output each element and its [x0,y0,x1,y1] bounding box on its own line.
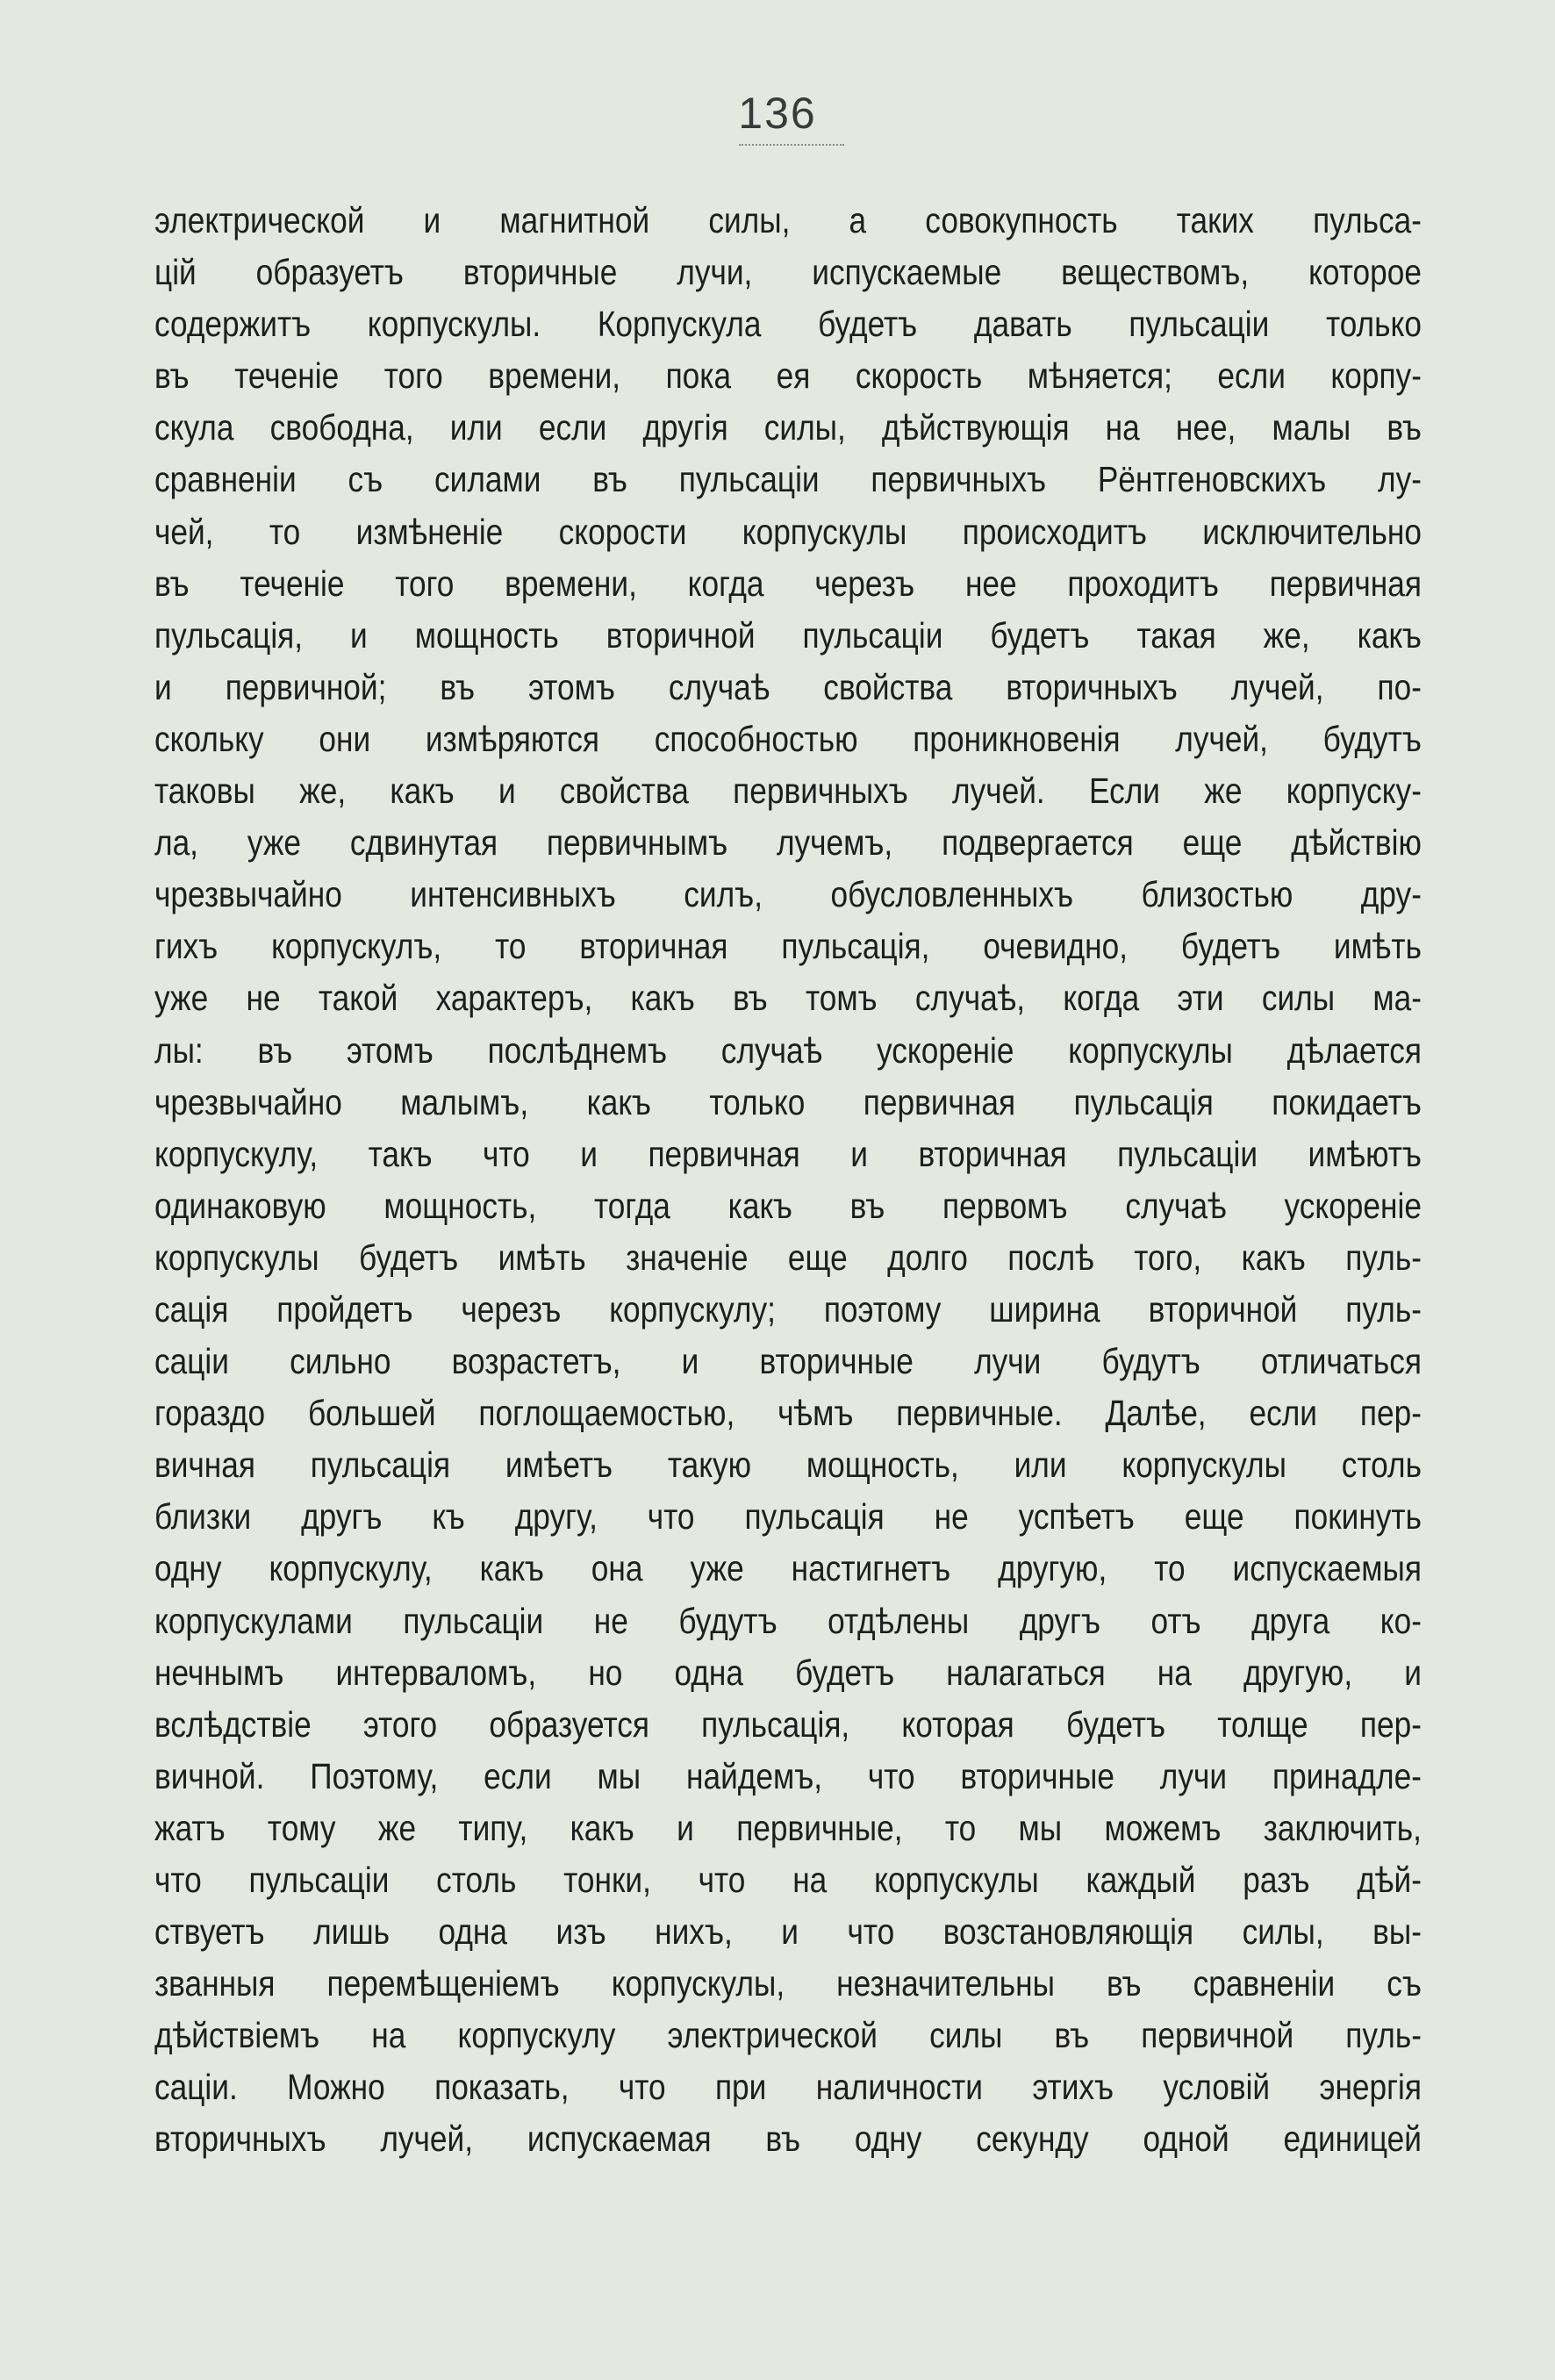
text-line: близки другъ къ другу, что пульсація не успѣетъ еще покинуть [154,1496,1422,1538]
page-number-rule [739,144,844,146]
text-line: одинаковую мощность, тогда какъ въ первомъ случаѣ ускореніе [154,1185,1422,1226]
text-line: лы: въ этомъ послѣднемъ случаѣ ускореніе корпускулы дѣлается [154,1029,1422,1071]
text-line: вичной. Поэтому, если мы найдемъ, что вторичные лучи принадле- [154,1755,1422,1796]
text-line: содержитъ корпускулы. Корпускула будетъ давать пульсаціи только [154,304,1422,345]
text-line: скольку они измѣряются способностью проникновенія лучей, будутъ [154,718,1422,759]
text-line: въ теченіе того времени, когда черезъ нее проходитъ первичная [154,563,1422,604]
text-line: корпускулы будетъ имѣть значеніе еще долго послѣ того, какъ пуль- [154,1237,1422,1278]
body-text [154,195,1422,2166]
text-line: сравненіи съ силами въ пульсаціи первичныхъ Рёнтгеновскихъ лу- [154,459,1422,500]
page-number: 136 [738,89,817,138]
text-line: корпускулу, такъ что и первичная и вторичная пульсаціи имѣютъ [154,1133,1422,1174]
text-line: сація пройдетъ черезъ корпускулу; поэтому ширина вторичной пуль- [154,1288,1422,1330]
text-line: таковы же, какъ и свойства первичныхъ лучей. Если же корпуску- [154,771,1422,812]
text-line: скула свободна, или если другія силы, дѣйствующія на нее, малы въ [154,407,1422,448]
text-line: въ теченіе того времени, пока ея скорость мѣняется; если корпу- [154,355,1422,397]
text-line: дѣйствіемъ на корпускулу электрической силы въ первичной пуль- [154,2015,1422,2056]
text-line: что пульсаціи столь тонки, что на корпускулы каждый разъ дѣй- [154,1860,1422,1900]
text-line: ствуетъ лишь одна изъ нихъ, и что возстановляющія силы, вы- [154,1911,1422,1953]
text-line: вичная пульсація имѣетъ такую мощность, или корпускулы столь [154,1444,1422,1486]
text-line: одну корпускулу, какъ она уже настигнетъ другую, то испускаемыя [154,1548,1422,1589]
text-line: гораздо большей поглощаемостью, чѣмъ первичные. Далѣе, если пер- [154,1393,1422,1434]
text-line: пульсація, и мощность вторичной пульсаціи будетъ такая же, какъ [154,614,1422,656]
text-line: уже не такой характеръ, какъ въ томъ случаѣ, когда эти силы ма- [154,978,1422,1019]
text-line: цій образуетъ вторичные лучи, испускаемые веществомъ, которое [154,252,1422,293]
text-line: ла, уже сдвинутая первичнымъ лучемъ, подвергается еще дѣйствію [154,822,1422,864]
text-line: чрезвычайно интенсивныхъ силъ, обусловленныхъ близостью дру- [154,874,1422,915]
text-line: и первичной; въ этомъ случаѣ свойства вторичныхъ лучей, по- [154,666,1422,707]
text-line: саціи. Можно показать, что при наличности этихъ условій энергія [154,2067,1422,2108]
text-line: электрической и магнитной силы, а совокупность таких пульса- [154,200,1422,240]
text-line: саціи сильно возрастетъ, и вторичные лучи будутъ отличаться [154,1341,1422,1382]
text-line: вторичныхъ лучей, испускаемая въ одну секунду одной единицей [154,2118,1422,2160]
text-line: гихъ корпускулъ, то вторичная пульсація, очевидно, будетъ имѣть [154,926,1422,967]
text-line: жатъ тому же типу, какъ и первичные, то мы можемъ заключить, [154,1807,1422,1848]
text-line: нечнымъ интерваломъ, но одна будетъ налагаться на другую, и [154,1652,1422,1693]
text-line: чей, то измѣненіе скорости корпускулы происходитъ исключительно [154,511,1422,552]
text-line: вслѣдствіе этого образуется пульсація, которая будетъ толще пер- [154,1703,1422,1745]
text-line: званныя перемѣщеніемъ корпускулы, незначительны въ сравненіи съ [154,1963,1422,2004]
text-line: чрезвычайно малымъ, какъ только первичная пульсація покидаетъ [154,1081,1422,1122]
text-line: корпускулами пульсаціи не будутъ отдѣлены другъ отъ друга ко- [154,1600,1422,1641]
